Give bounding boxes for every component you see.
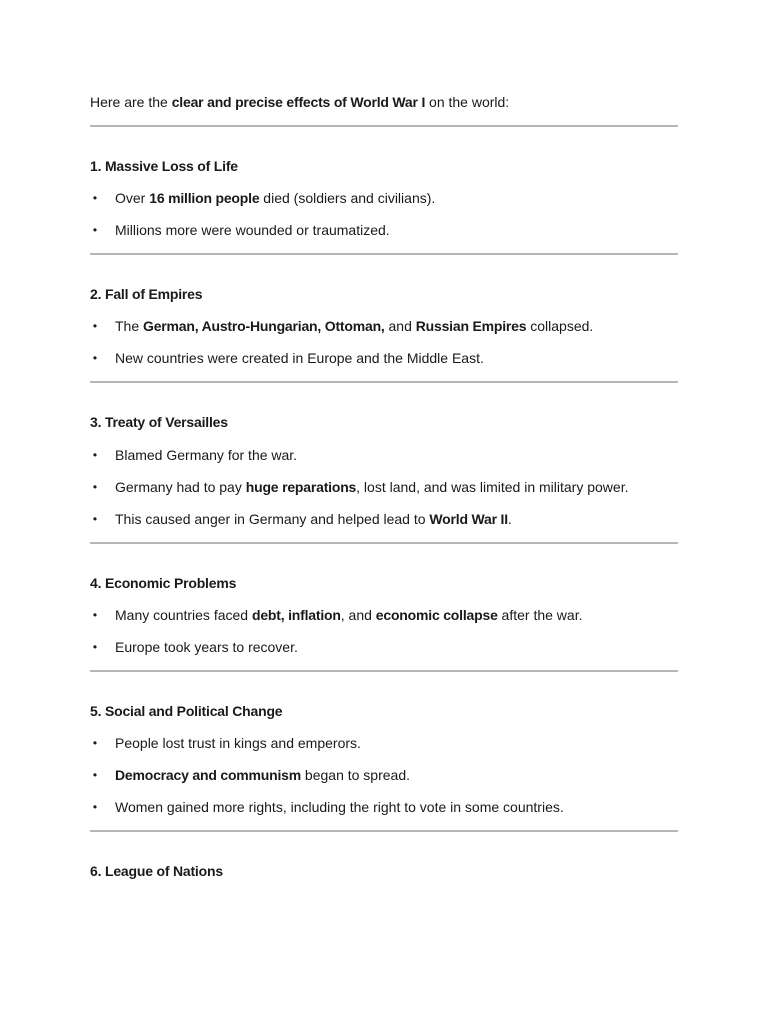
bullet-item (115, 510, 512, 528)
section-heading: 2. Fall of Empires (90, 286, 203, 302)
bullet-text: Germany had to pay (115, 479, 246, 495)
bullet-item (115, 766, 410, 784)
bullet-text-bold: economic collapse (375, 607, 498, 623)
section-heading: 5. Social and Political Change (90, 703, 283, 719)
bullet-item (115, 446, 297, 464)
bullet-text-bold: huge reparations (245, 479, 357, 495)
intro-text-start: Here are the (90, 94, 172, 110)
bullet-item (115, 798, 564, 816)
bullet-text: The (115, 318, 144, 334)
bullet-text: Many countries faced (115, 607, 252, 623)
intro-paragraph (90, 93, 509, 111)
bullet-text: Europe took years to recover. (115, 639, 298, 655)
bullet-text: New countries were created in Europe and the Middle East. (115, 350, 484, 366)
bullet-text: This caused anger in Germany and helped lead to (115, 511, 430, 527)
bullet-text-bold: debt, inflation (251, 607, 341, 623)
bullet-text: . (507, 511, 512, 527)
bullet-text: after the war. (497, 607, 583, 623)
divider (90, 381, 678, 383)
bullet-text-bold: German, Austro-Hungarian, Ottoman, (143, 318, 385, 334)
bullet-text-bold: Russian Empires (415, 318, 527, 334)
bullet-text: and (384, 318, 416, 334)
bullet-text: Over (115, 190, 150, 206)
bullet-item (115, 317, 593, 335)
bullet-text: collapsed. (526, 318, 594, 334)
bullet-text: began to spread. (301, 767, 411, 783)
section-heading: 4. Economic Problems (90, 575, 237, 591)
divider (90, 670, 678, 672)
bullet-text: Women gained more rights, including the right to vote in some countries. (115, 799, 564, 815)
divider (90, 125, 678, 127)
bullet-item (115, 221, 390, 239)
bullet-item (115, 606, 582, 624)
bullet-item (115, 478, 628, 496)
divider (90, 830, 678, 832)
divider (90, 542, 678, 544)
bullet-text: People lost trust in kings and emperors. (115, 735, 361, 751)
bullet-text-bold: Democracy and communism (115, 767, 302, 783)
intro-text-end: on the world: (425, 94, 510, 110)
intro-text-bold: clear and precise effects of World War I (171, 94, 426, 110)
bullet-item (115, 638, 298, 656)
bullet-text-bold: World War II (429, 511, 508, 527)
section-heading: 3. Treaty of Versailles (90, 414, 228, 430)
bullet-text: Blamed Germany for the war. (115, 447, 298, 463)
bullet-text: , lost land, and was limited in military power. (356, 479, 629, 495)
bullet-item (115, 734, 361, 752)
bullet-item (115, 189, 435, 207)
bullet-item (115, 349, 484, 367)
divider (90, 253, 678, 255)
bullet-text-bold: 16 million people (149, 190, 260, 206)
bullet-text: , and (340, 607, 376, 623)
section-heading: 1. Massive Loss of Life (90, 158, 238, 174)
section-heading: 6. League of Nations (90, 863, 223, 879)
bullet-text: died (soldiers and civilians). (259, 190, 436, 206)
bullet-text: Millions more were wounded or traumatized. (115, 222, 390, 238)
